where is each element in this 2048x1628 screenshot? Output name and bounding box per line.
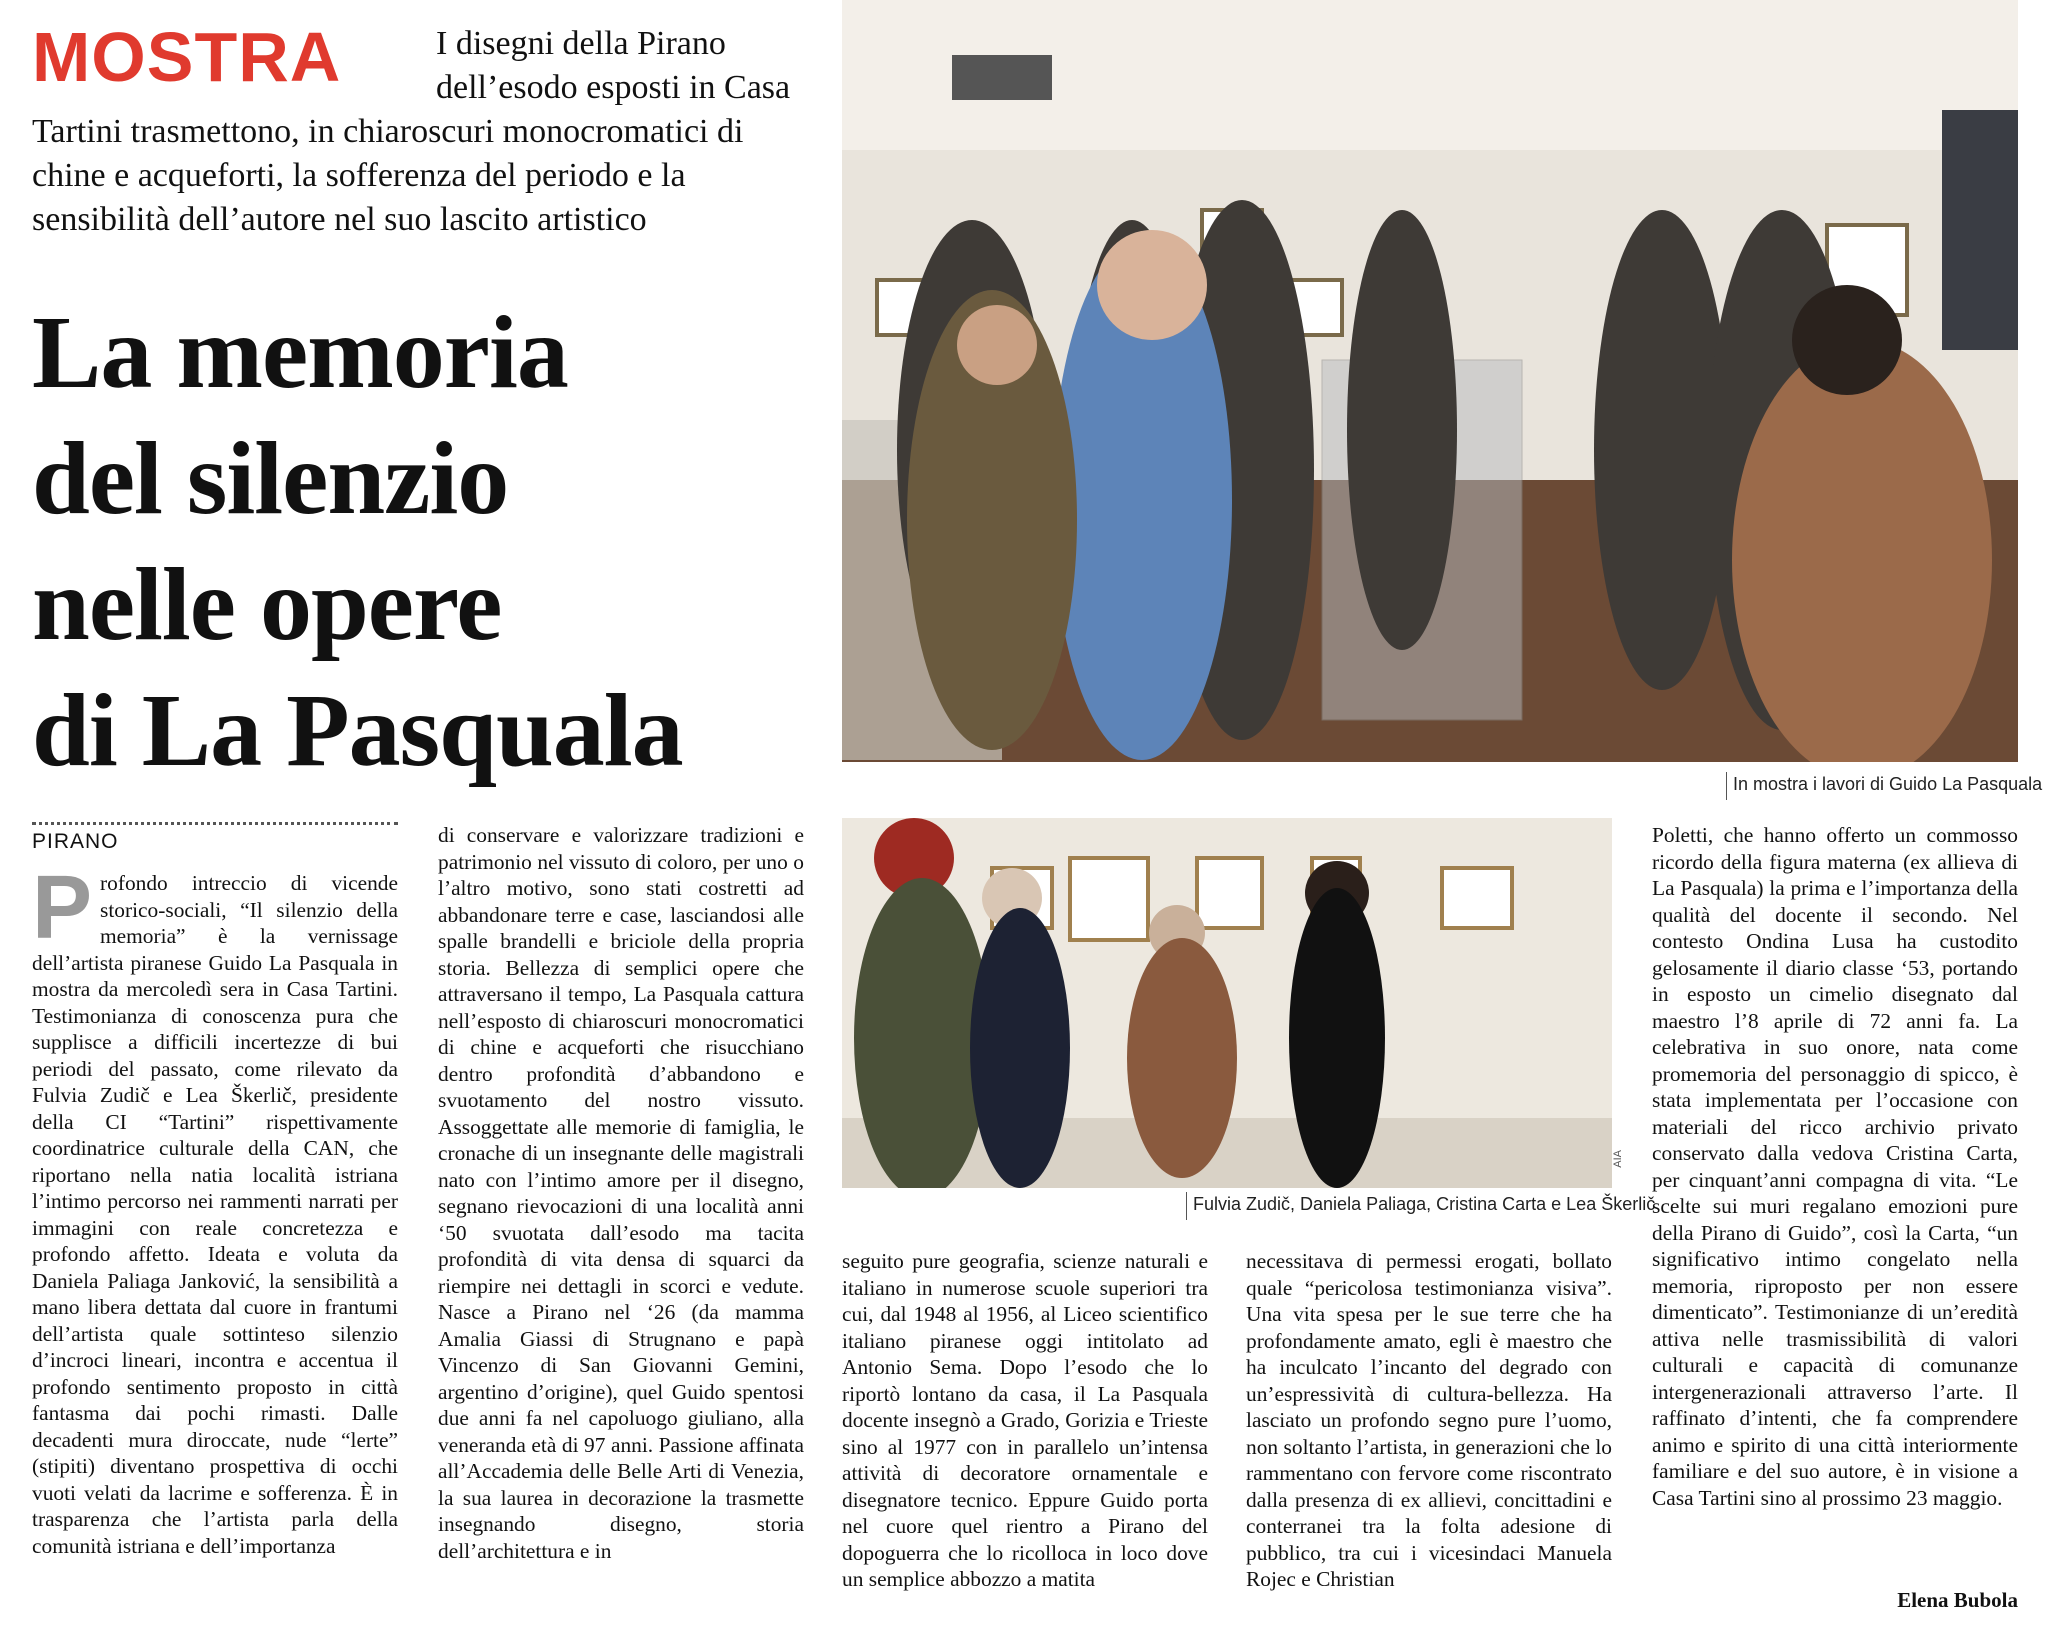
divider <box>32 822 398 825</box>
headline-line: del silenzio <box>32 421 509 536</box>
headline-line: nelle opere <box>32 547 502 662</box>
article-column: necessitava di permessi erogati, bollato quale “pericolosa testimonianza visiva”. Una vita spesa per le sue terre che ha profondamente amato, egli è maestro che ha inculcato l’incanto del degrado con un’espressività di cultura-bellezza. Ha lasciato un profondo segno pure l’uomo, non soltanto l’artista, in generazioni che lo rammentano con fervore come riscontrato dalla presenza di ex allievi, concittadini e conterranei tra la folta adesione di pubblico, tra cui i vicesindaci Manuela Rojec e Christian <box>1246 1249 1612 1591</box>
subtitle-part1: I disegni della Pirano dell’esodo esposti in Casa <box>436 25 791 106</box>
byline: Elena Bubola <box>1897 1588 2018 1612</box>
subtitle-part2: Tartini trasmettono, in chiaroscuri monocromatici di chine e acqueforti, la sofferenza del periodo e la sensibilità dell’autore nel suo lascito artistico <box>32 113 744 238</box>
article-column <box>32 858 398 1559</box>
drop-cap: P <box>32 858 93 958</box>
article-column: seguito pure geografia, scienze naturali e italiano in numerose scuole superiori tra cui, dal 1948 al 1956, al Liceo scientifico italiano piranese oggi intitolato ad Antonio Sema. Dopo l’esodo che lo riportò lontano da casa, il La Pasquala docente insegnò a Grado, Gorizia e Trieste sino al 1977 con in parallelo un’intensa attività di decoratore ornamentale e disegnatore tecnico. Eppure Guido porta nel cuore quel rientro a Pirano del dopoguerra che lo ricolloca in loco dove un semplice abbozzo a matita <box>842 1249 1208 1591</box>
photo-caption: Fulvia Zudič, Daniela Paliaga, Cristina Carta e Lea Škerlič <box>1186 1192 1655 1220</box>
headline-line: di La Pasquala <box>32 673 683 788</box>
exhibition-photo <box>842 0 2018 762</box>
headline-line: La memoria <box>32 295 568 410</box>
headline <box>32 290 832 794</box>
kicker: MOSTRA <box>32 18 342 96</box>
photo-credit: AIA <box>1612 1150 1624 1168</box>
article-column: di conservare e valorizzare tradizioni e patrimonio nel vissuto di coloro, per uno o l’altro motivo, sono stati costretti ad abbandonare terre e case, lasciandosi alle spalle brandelli e briciole della propria storia. Bellezza di semplici opere che attraversano il tempo, La Pasquala cattura nell’esposto di chiaroscuri monocromatici di chine e acqueforti che risucchiano dentro profondità d’abbandono e svuotamento del nostro vissuto. Assoggettate alle memorie di famiglia, le cronache di un insegnante delle magistrali nato con l’intimo amore per il disegno, segnano rievocazioni di una località anni ‘50 svuotata dall’esodo ma tacita profondità di vita densa di squarci da riempire nei dettagli in scorci e vedute. Nasce a Pirano nel ‘26 (da mamma Amalia Giassi di Strugnano e papà Vincenzo di San Giovanni Gemini, argentino d’origine), quel Guido spentosi due anni fa nel capoluogo giuliano, alla veneranda età di 97 anni. Passione affinata all’Accademia delle Belle Arti di Venezia, la sua laurea in decorazione la trasmette insegnando disegno, storia dell’architettura e in <box>438 823 804 1563</box>
speakers-photo <box>842 818 1612 1188</box>
dateline: PIRANO <box>32 830 119 853</box>
photo-caption: In mostra i lavori di Guido La Pasquala <box>1726 772 2042 800</box>
column-text: rofondo intreccio di vicende storico-sociali, “Il silenzio della memoria” è la vernissage dell’artista piranese Guido La Pasquala in mostra da mercoledì sera in Casa Tartini. Testimonianza di conoscenza pura che supplisce a difficili incertezze di bui periodi del passato, come rilevato da Fulvia Zudič e Lea Škerlič, presidente della CI “Tartini” rispettivamente coordinatrice culturale della CAN, che riportano nella natia località istriana l’intimo percorso nei rammenti narrati per immagini con reale concretezza e profondo affetto. Ideata e voluta da Daniela Paliaga Janković, la sensibilità a mano libera dettata dal cuore in frantumi dell’artista quale sottinteso silenzio d’incroci lineari, incontra e accentua il profondo sentimento proposto in città fantasma dai pochi rimasti. Dalle decadenti mura diroccate, nude “lerte” (stipiti) diventano prospettiva di occhi vuoti velati da lacrime e sofferenza. È in trasparenza che l’artista parla della comunità istriana e dell’importanza <box>32 871 398 1558</box>
article-column: Poletti, che hanno offerto un commosso ricordo della figura materna (ex allieva di La Pasquala) la prima e l’importanza della qualità del docente il secondo. Nel contesto Ondina Lusa ha custodito gelosamente il diario classe ‘53, portando in esposto un cimelio disegnato dal maestro l’8 aprile di 72 anni fa. La celebrativa in suo onore, nata come promemoria del personaggio di spicco, è stata implementata per l’occasione con materiali del ricco archivio privato conservato dalla vedova Cristina Carta, per cinquant’anni compagna di vita. “Le scelte sui muri regalano emozioni pure della Pirano di Guido”, così la Carta, “un significativo intimo congelato nella memoria, riproposto per non essere dimenticato”. Testimonianze di un’eredità attiva nelle trasmissibilità di valori culturali e capacità di comunanze intergenerazionali attraverso l’arte. Il raffinato d’intenti, che fa comprendere animo e spirito di una città interiormente familiare e del suo autore, è in visione a Casa Tartini sino al prossimo 23 maggio. <box>1652 823 2018 1510</box>
